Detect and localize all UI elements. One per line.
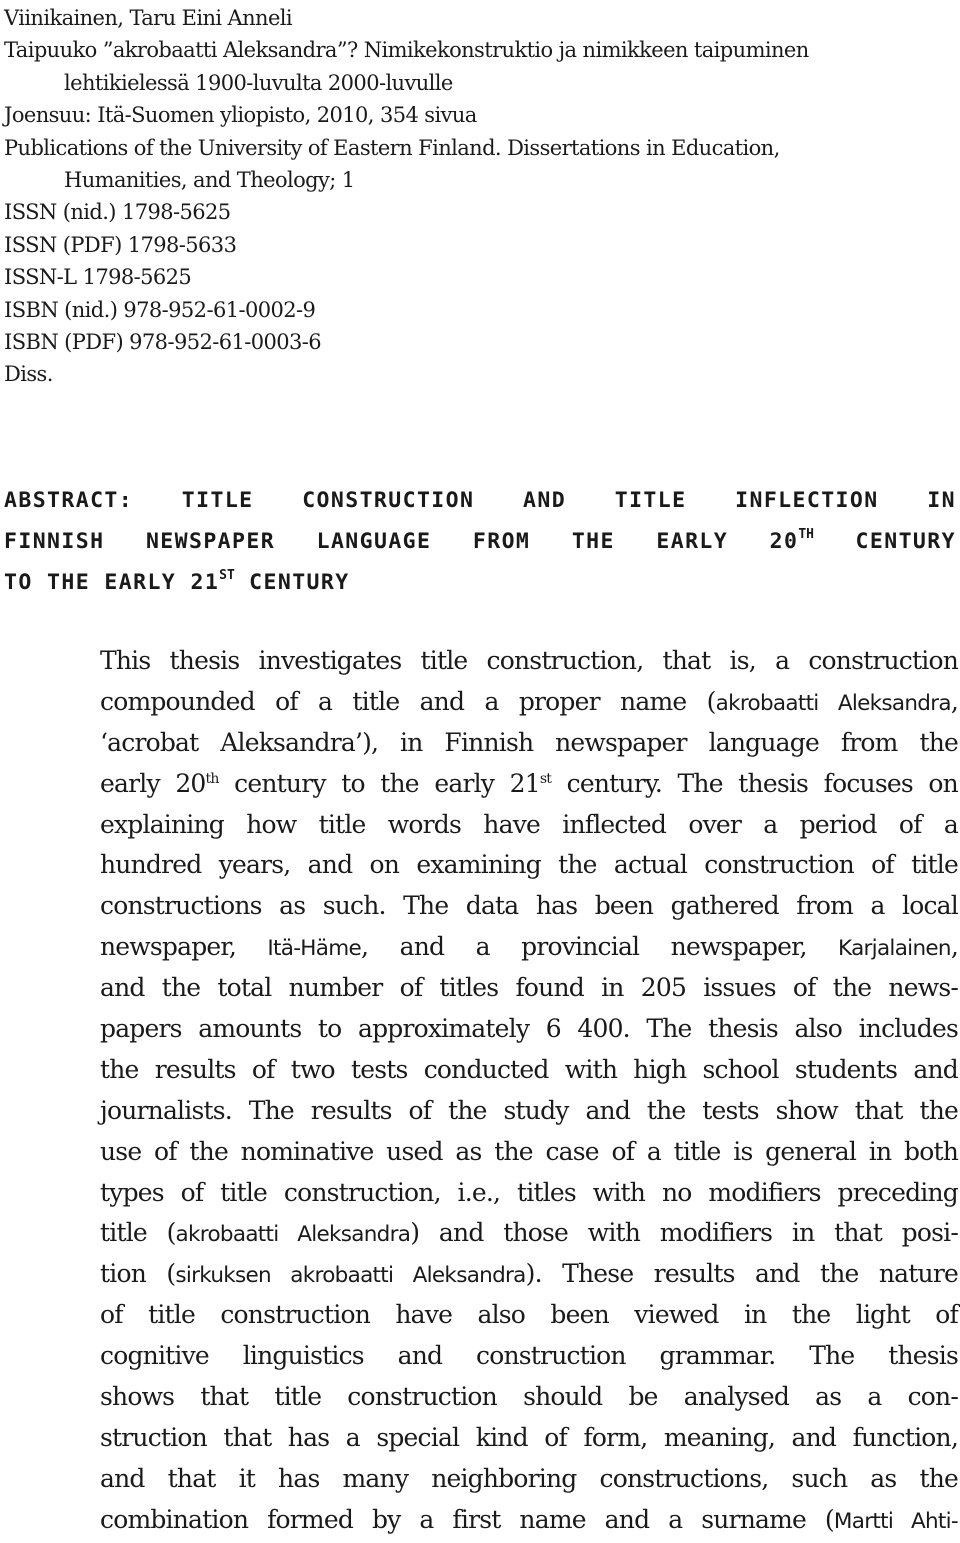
abstract-line: tion (sirkuksen akrobaatti Aleksandra). These results and the nature <box>100 1259 958 1289</box>
heading-word: IN <box>927 488 956 513</box>
heading-word: ABSTRACT: <box>4 488 134 513</box>
heading-word: NEWSPAPER <box>145 529 276 554</box>
example-term: Martti Ahti- <box>833 1508 958 1534</box>
isbn-print: ISBN (nid.) 978-952-61-0002-9 <box>4 297 316 322</box>
abstract-line: papers amounts to approximately 6 400. The thesis also includes <box>100 1014 958 1044</box>
issn-l: ISSN-L 1798-5625 <box>4 265 192 290</box>
title-line-cont: lehtikielessä 1900-luvulta 2000-luvulle <box>64 70 453 95</box>
heading-word <box>770 521 814 562</box>
issn-print: ISSN (nid.) 1798-5625 <box>4 200 231 225</box>
abstract-line: early 20th century to the early 21st century. The thesis focuses on <box>100 768 958 798</box>
abstract-line: use of the nominative used as the case of a title is general in both <box>100 1136 958 1166</box>
title-line: Taipuuko ”akrobaatti Aleksandra”? Nimikekonstruktio ja nimikkeen taipuminen <box>4 38 809 63</box>
abstract-line: and the total number of titles found in 205 issues of the news- <box>100 973 958 1003</box>
author: Viinikainen, Taru Eini Anneli <box>4 6 293 30</box>
abstract-line: explaining how title words have inflected over a period of a <box>100 809 958 839</box>
heading-word: CONSTRUCTION <box>302 488 475 513</box>
abstract-line: This thesis investigates title construction, that is, a construction <box>100 646 958 675</box>
heading-word: EARLY <box>656 529 729 554</box>
series-line: Publications of the University of Eastern Finland. Dissertations in Education, <box>4 135 780 160</box>
heading-superscript: ST <box>219 568 235 583</box>
abstract-line: journalists. The results of the study and the tests show that the <box>100 1095 958 1125</box>
example-term: sirkuksen akrobaatti Aleksandra <box>175 1263 526 1289</box>
heading-text: TO THE EARLY 21 <box>4 570 220 595</box>
newspaper-name: Itä-Häme <box>267 936 362 962</box>
heading-word: TITLE <box>614 488 687 513</box>
heading-word: TITLE <box>181 488 254 513</box>
series-line-cont: Humanities, and Theology; 1 <box>64 168 355 193</box>
heading-number: 20 <box>769 529 799 554</box>
abstract-line: title (akrobaatti Aleksandra) and those with modifiers in that posi- <box>100 1218 959 1248</box>
abstract-line: types of title construction, i.e., titles with no modifiers preceding <box>100 1177 958 1207</box>
superscript: th <box>205 770 219 787</box>
heading-word: FROM <box>472 529 531 554</box>
newspaper-name: Karjalainen <box>838 936 951 962</box>
isbn-pdf: ISBN (PDF) 978-952-61-0003-6 <box>4 330 322 355</box>
abstract-line: constructions as such. The data has been gathered from a local <box>100 891 958 921</box>
diss-label: Diss. <box>4 362 53 387</box>
abstract-line: the results of two tests conducted with high school students and <box>100 1054 958 1084</box>
abstract-line: ‘acrobat Aleksandra’), in Finnish newspaper language from the <box>100 727 958 757</box>
heading-word: CENTURY <box>855 529 956 554</box>
example-term: akrobaatti Aleksandra <box>175 1222 411 1248</box>
example-term: akrobaatti Aleksandra <box>715 690 951 716</box>
abstract-line: and that it has many neighboring constructions, such as the <box>100 1463 958 1493</box>
heading-line-2 <box>4 521 956 562</box>
heading-superscript: TH <box>798 527 815 542</box>
heading-line-1 <box>4 480 956 521</box>
heading-word: FINNISH <box>4 529 105 554</box>
heading-word: AND <box>523 488 567 513</box>
abstract-line: shows that title construction should be analysed as a con- <box>100 1382 958 1412</box>
heading-word: THE <box>571 529 615 554</box>
abstract-body <box>100 641 958 1541</box>
abstract-line: combination formed by a first name and a surname (Martti Ahti- <box>100 1504 958 1534</box>
abstract-heading <box>4 480 956 603</box>
heading-word: LANGUAGE <box>316 529 432 554</box>
issn-pdf: ISSN (PDF) 1798-5633 <box>4 232 237 257</box>
heading-text: CENTURY <box>234 570 350 595</box>
abstract-line: newspaper, Itä-Häme, and a provincial newspaper, Karjalainen, <box>100 932 958 962</box>
heading-line-3 <box>4 562 956 603</box>
abstract-line: of title construction have also been viewed in the light of <box>100 1300 958 1330</box>
heading-word: INFLECTION <box>735 488 879 513</box>
abstract-line: struction that has a special kind of form, meaning, and function, <box>100 1422 958 1452</box>
abstract-line: hundred years, and on examining the actual construction of title <box>100 850 958 880</box>
abstract-line: compounded of a title and a proper name (akrobaatti Aleksandra, <box>100 686 959 716</box>
publisher: Joensuu: Itä-Suomen yliopisto, 2010, 354 sivua <box>4 103 477 128</box>
abstract-line: cognitive linguistics and construction grammar. The thesis <box>100 1341 958 1371</box>
bibliographic-info <box>4 2 954 391</box>
superscript: st <box>539 770 552 787</box>
